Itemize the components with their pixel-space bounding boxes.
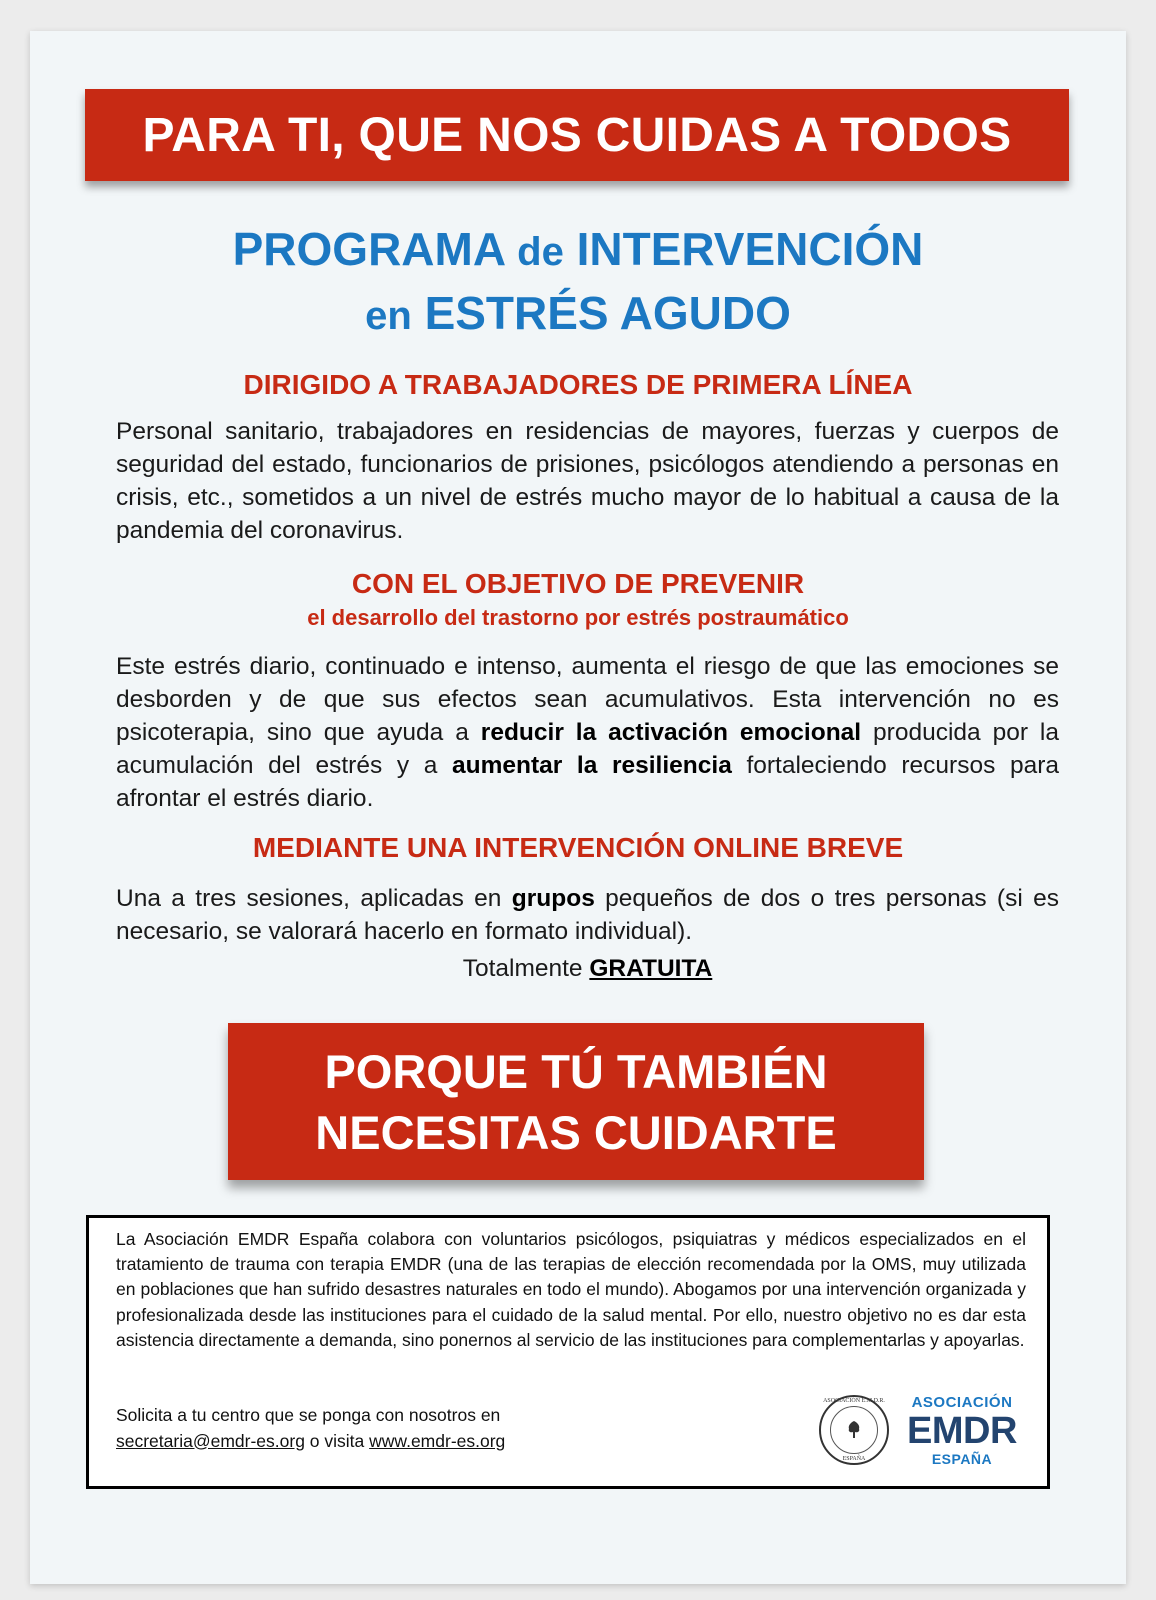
flyer-page	[30, 31, 1126, 1584]
association-seal	[819, 1395, 889, 1465]
logo-line2: EMDR	[907, 1410, 1017, 1452]
text-run: Este estrés diario, continuado e intenso, aumenta el riesgo de que las emociones se desborden y de que sus efectos sean acumulativos. Esta intervención no es psicoterapia, sino que ayuda a	[116, 653, 1059, 746]
footer-box	[86, 1215, 1050, 1489]
program-word: ESTRÉS AGUDO	[424, 287, 791, 339]
program-word: PROGRAMA	[232, 223, 505, 275]
program-word-en: en	[365, 294, 412, 338]
bold-run: grupos	[511, 885, 595, 912]
bold-run: reducir la activación emocional	[480, 719, 862, 746]
seal-inner-ring	[830, 1406, 878, 1454]
bottom-banner-line2: NECESITAS CUIDARTE	[315, 1105, 837, 1159]
top-banner	[85, 89, 1069, 181]
bold-run: aumentar la resiliencia	[451, 752, 732, 779]
program-word: INTERVENCIÓN	[576, 223, 924, 275]
program-word-de: de	[517, 230, 564, 274]
bottom-banner	[228, 1023, 924, 1180]
contact-info	[116, 1403, 636, 1454]
text-run: Una a tres sesiones, aplicadas en	[116, 885, 512, 912]
bottom-banner-line1: PORQUE TÚ TAMBIÉN	[324, 1044, 828, 1098]
free-note	[116, 952, 1059, 985]
section2-subheading: el desarrollo del trastorno por estrés postraumático	[307, 605, 849, 630]
free-label: Totalmente	[462, 955, 590, 982]
contact-line2	[116, 1429, 636, 1455]
section3-heading: MEDIANTE UNA INTERVENCIÓN ONLINE BREVE	[252, 832, 904, 863]
or-visit-text: o visita	[304, 1430, 370, 1451]
section3-text	[116, 882, 1059, 948]
free-bold: GRATUITA	[589, 955, 713, 982]
contact-line1: Solicita a tu centro que se ponga con nosotros en	[116, 1405, 501, 1425]
section1-text: Personal sanitario, trabajadores en residencias de mayores, fuerzas y cuerpos de seguridad del estado, funcionarios de prisiones, psicólogos atendiendo a personas en crisis, etc., sometidos a un nivel de estrés mucho mayor de lo habitual a causa de la pandemia del coronavirus.	[116, 418, 1059, 544]
top-banner-text: PARA TI, QUE NOS CUIDAS A TODOS	[142, 108, 1012, 162]
seal-text-top: ASOCIACIÓN E.M.D.R.	[823, 1398, 885, 1404]
text-run: fortaleciendo recursos para afrontar el estrés diario.	[116, 752, 1059, 812]
program-title	[30, 219, 1126, 347]
tree-icon	[847, 1420, 861, 1440]
text-run: producida por la acumulación del estrés y a	[116, 719, 1059, 779]
footer-text: La Asociación EMDR España colabora con voluntarios psicólogos, psiquiatras y médicos especializados en el tratamiento de trauma con terapia EMDR (una de las terapias de elección recomendada por la OMS, muy utilizada en poblaciones que han sufrido desastres naturales en todo el mundo). Abogamos por una intervención organizada y profesionalizada desde las instituciones para el cuidado de la salud mental. Por ello, nuestro objetivo no es dar esta asistencia directamente a demanda, sino ponernos al servicio de las instituciones para complementarlas y apoyarlas.	[116, 1229, 1026, 1350]
website-link[interactable]: www.emdr-es.org	[369, 1430, 506, 1451]
logo-line1: ASOCIACIÓN	[911, 1394, 1013, 1411]
program-title-line2	[30, 283, 1126, 347]
section2-text	[116, 650, 1059, 815]
seal-text-bottom: ESPAÑA	[842, 1456, 866, 1462]
logo-line3: ESPAÑA	[931, 1451, 993, 1467]
emdr-logo	[897, 1394, 1027, 1468]
section2-heading: CON EL OBJETIVO DE PREVENIR	[351, 568, 805, 599]
program-title-line1	[30, 219, 1126, 283]
section1-heading: DIRIGIDO A TRABAJADORES DE PRIMERA LÍNEA	[243, 369, 913, 400]
email-link[interactable]: secretaria@emdr-es.org	[116, 1430, 305, 1451]
text-run: pequeños de dos o tres personas (si es necesario, se valorará hacerlo en formato individual).	[116, 885, 1059, 945]
